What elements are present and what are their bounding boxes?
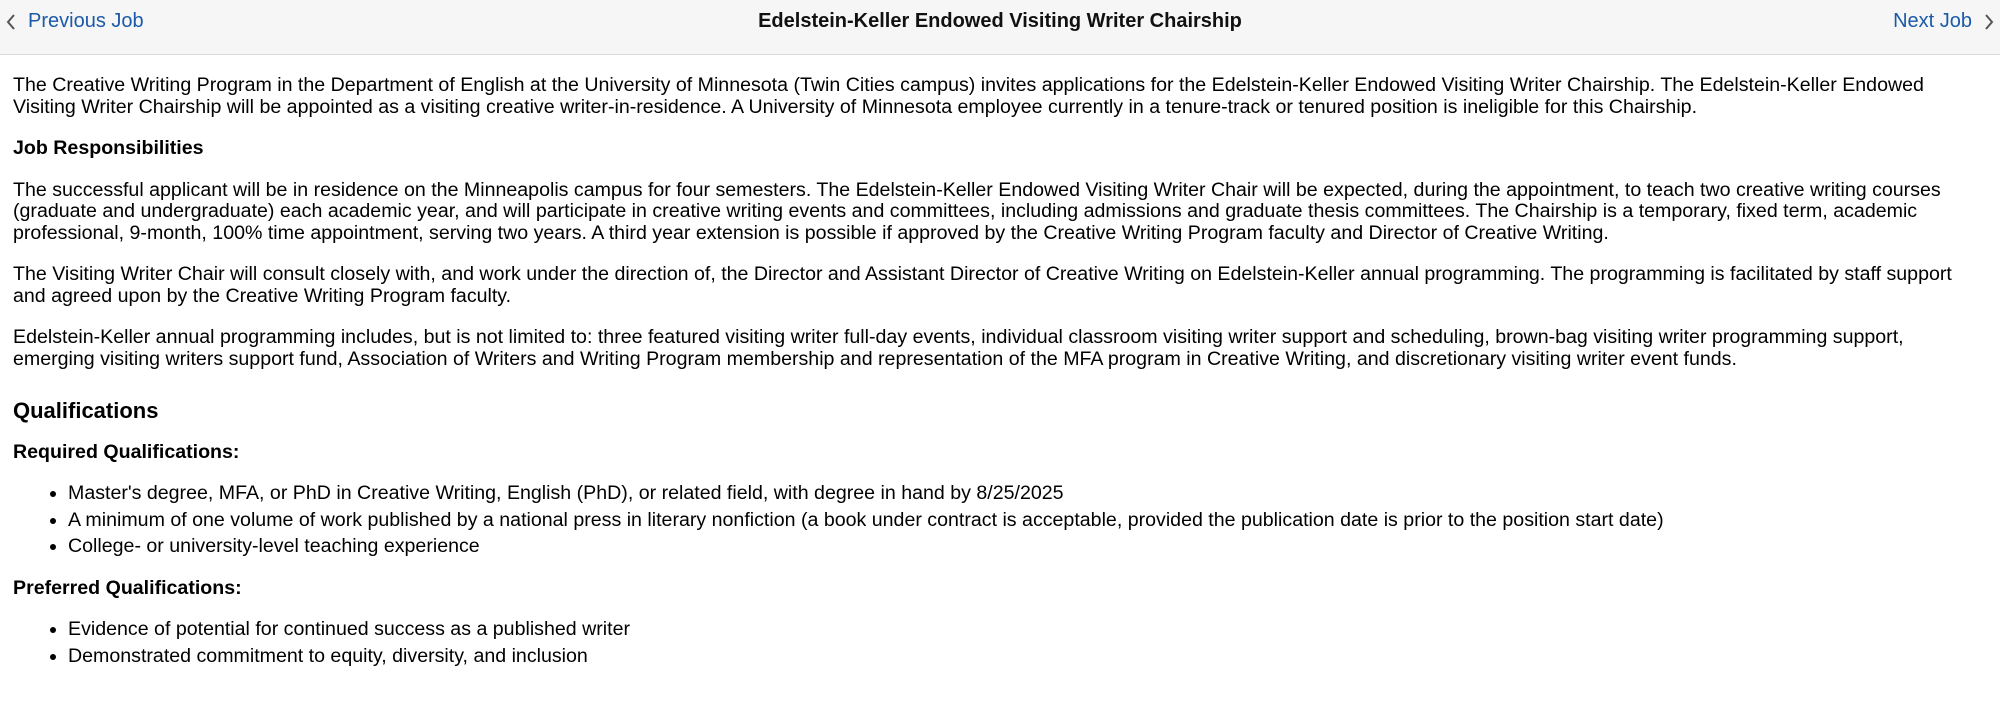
preferred-qualifications-heading: Preferred Qualifications: xyxy=(13,576,242,599)
qualifications-heading: Qualifications xyxy=(13,398,159,423)
responsibilities-paragraph: Edelstein-Keller annual programming includes, but is not limited to: three featured visiting writer full-day events, individual classroom visiting writer support and scheduling, brown-bag visiting writer programming support, emerging visiting writers support fund, Association of Writers and Writing Program membership and representation of the MFA program in Creative Writing, and discretionary visiting writer event funds. xyxy=(13,326,1904,370)
list-item: • A minimum of one volume of work published by a national press in literary nonfiction (a book under contract is acceptable, provided the publication date is prior to the position start date) xyxy=(68,510,1986,532)
required-qualifications-list xyxy=(13,483,1986,558)
job-nav-header xyxy=(0,0,2000,55)
preferred-qualifications-list xyxy=(13,619,1986,667)
page-title: Edelstein-Keller Endowed Visiting Writer Chairship xyxy=(758,10,1242,32)
list-item: • Evidence of potential for continued success as a published writer xyxy=(68,619,1986,641)
list-item: • Master's degree, MFA, or PhD in Creative Writing, English (PhD), or related field, with degree in hand by 8/25/2025 xyxy=(68,483,1986,505)
next-job-label: Next Job xyxy=(1893,10,1972,32)
previous-job-label: Previous Job xyxy=(28,10,144,32)
chevron-right-icon xyxy=(1984,13,1994,31)
responsibilities-paragraph: The successful applicant will be in residence on the Minneapolis campus for four semesters. The Edelstein-Keller Endowed Visiting Writer Chair will be expected, during the appointment, to teach two creative writing courses (graduate and undergraduate) each academic year, and will participate in creative writing events and committees, including admissions and graduate thesis committees. The Chairship is a temporary, fixed term, academic professional, 9-month, 100% time appointment, serving two years. A third year extension is possible if approved by the Creative Writing Program faculty and Director of Creative Writing. xyxy=(13,178,1941,244)
responsibilities-heading: Job Responsibilities xyxy=(13,137,204,159)
list-item: • Demonstrated commitment to equity, diversity, and inclusion xyxy=(68,646,1986,668)
intro-paragraph: The Creative Writing Program in the Department of English at the University of Minnesota (Twin Cities campus) invites applications for the Edelstein-Keller Endowed Visiting Writer Chairship. The Edelstein-Keller Endowed Visiting Writer Chairship will be appointed as a visiting creative writer-in-residence. A University of Minnesota employee currently in a tenure-track or tenured position is ineligible for this Chairship. xyxy=(13,74,1924,118)
next-job-link[interactable] xyxy=(1893,10,1994,33)
job-description xyxy=(0,55,2000,667)
list-item: • College- or university-level teaching experience xyxy=(68,536,1986,558)
required-qualifications-heading: Required Qualifications: xyxy=(13,440,240,463)
responsibilities-paragraph: The Visiting Writer Chair will consult closely with, and work under the direction of, the Director and Assistant Director of Creative Writing on Edelstein-Keller annual programming. The programming is facilitated by staff support and agreed upon by the Creative Writing Program faculty. xyxy=(13,263,1952,307)
